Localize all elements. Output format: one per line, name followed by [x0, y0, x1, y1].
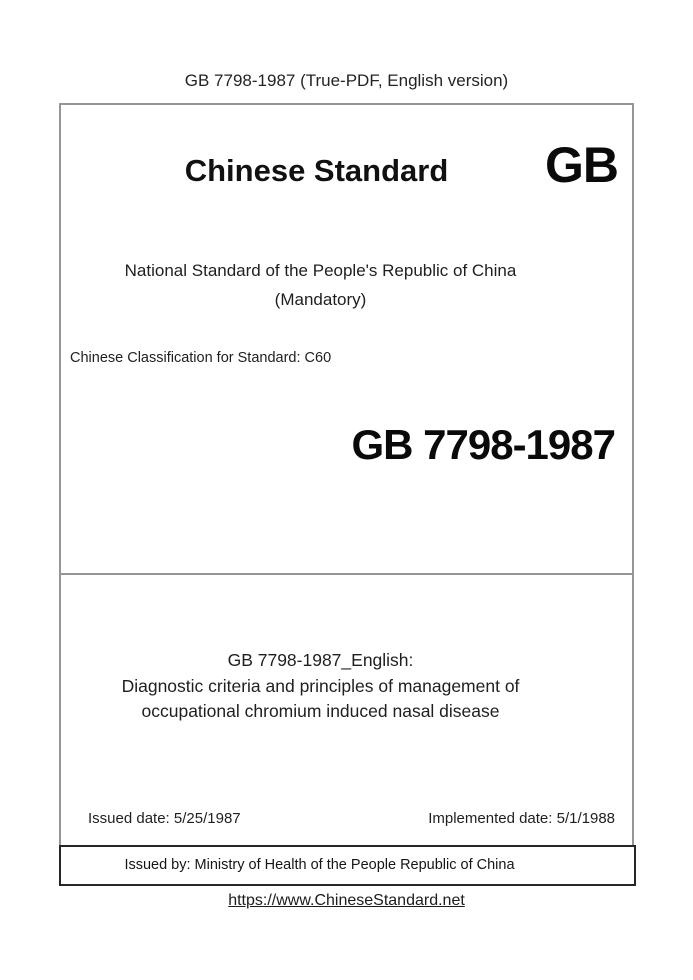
site-link[interactable]: https://www.ChineseStandard.net: [228, 892, 465, 909]
issuer-label: Issued by: Ministry of Health of the People Republic of China: [124, 857, 515, 873]
national-standard-block: [61, 256, 632, 314]
title-line-1: GB 7798-1987_English:: [227, 650, 414, 670]
page-header-text: GB 7798-1987 (True-PDF, English version): [184, 71, 509, 90]
cover-box: [59, 103, 634, 847]
classification-label: Chinese Classification for Standard: C60: [70, 350, 332, 366]
section-divider: [60, 573, 633, 575]
title-line-2: Diagnostic criteria and principles of management of: [121, 675, 520, 696]
implemented-date-label: Implemented date: 5/1/1988: [428, 810, 615, 827]
footer-link-container: [0, 890, 693, 912]
issued-date-label: Issued date: 5/25/1987: [88, 810, 241, 827]
standard-code: GB 7798-1987: [351, 421, 615, 468]
dates-row: [61, 809, 632, 829]
national-standard-line: National Standard of the People's Republic of China: [124, 261, 517, 280]
standard-title-english: [61, 648, 632, 725]
issuer-box: [59, 845, 636, 886]
mandatory-line: (Mandatory): [274, 290, 367, 309]
gb-logo: GB: [545, 137, 618, 193]
title-line-3: occupational chromium induced nasal disease: [141, 701, 500, 721]
brand-title: Chinese Standard: [184, 153, 449, 188]
